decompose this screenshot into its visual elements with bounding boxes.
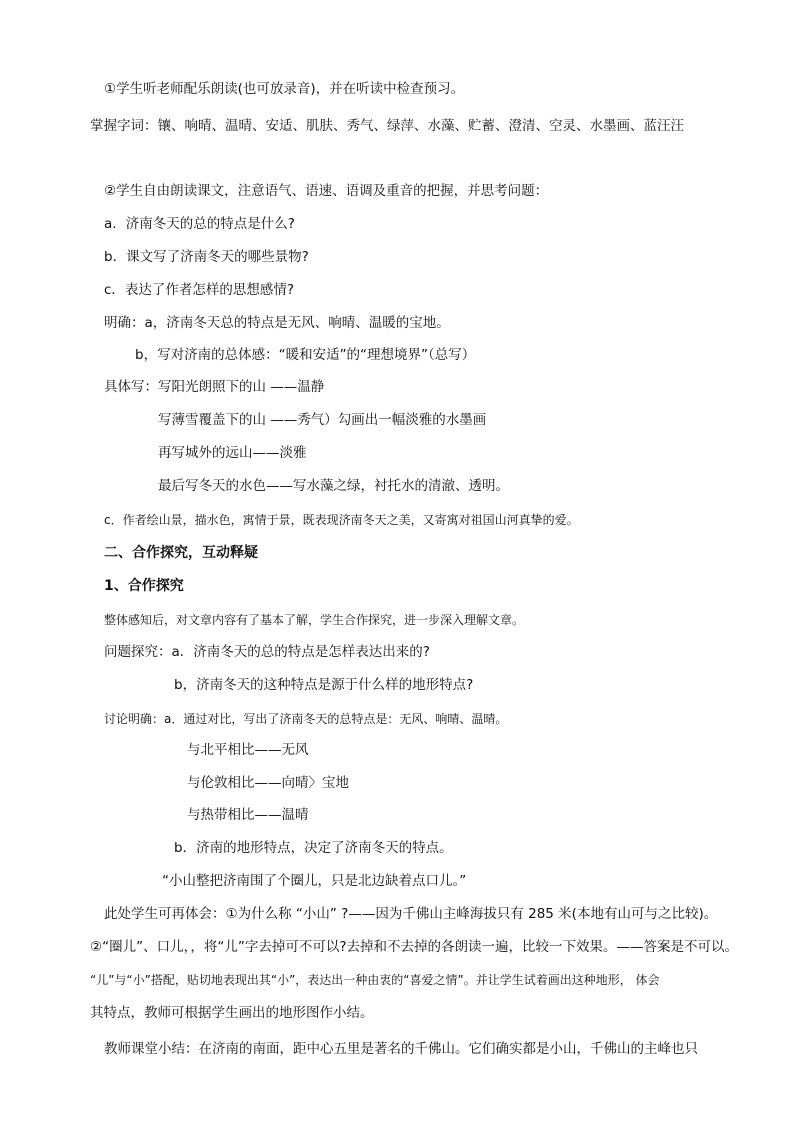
para-vocabulary: 掌握字词：镶、响晴、温晴、安适、肌肤、秀气、绿萍、水藻、贮蓄、澄清、空灵、水墨画、蓝汪汪 <box>90 118 684 134</box>
specific-writing-1: 具体写：写阳光朗照下的山 ——温静 <box>104 379 325 395</box>
inquiry-a: 问题探究：a．济南冬天的总的特点是怎样表达出来的? <box>104 644 430 660</box>
question-b: b．课文写了济南冬天的哪些景物? <box>104 249 309 265</box>
para-reflect-2: ②“圈儿”、口儿，，将“儿”字去掉可不可以?去掉和不去掉的各朗读一遍，比较一下效果。——答案是不可以。 <box>90 939 738 955</box>
compare-london: 与伦敦相比——向晴〉宝地 <box>187 775 349 791</box>
para-reflect-1: 此处学生可再体会：①为什么称 “小山” ?——因为千佛山主峰海拔只有 285 米(本地有山可与之比较)。 <box>104 906 718 922</box>
question-c: c．表达了作者怎样的思想感情? <box>104 282 295 298</box>
question-a: a．济南冬天的总的特点是什么? <box>104 216 295 232</box>
para-free-read: ②学生自由朗读课文，注意语气、语速、语调及重音的把握，并思考问题： <box>104 183 549 199</box>
specific-writing-4: 最后写冬天的水色——写水藻之绿，衬托水的清澈、透明。 <box>158 478 509 494</box>
subsection-heading-1: 1、合作探究 <box>104 578 184 594</box>
answer-a: 明确：a，济南冬天总的特点是无风、响晴、温暖的宝地。 <box>104 315 450 331</box>
answer-b: b，写对济南的总体感：“暖和安适”的“理想境界”（总写） <box>135 347 476 363</box>
para-reflect-4: 其特点，教师可根据学生画出的地形图作小结。 <box>90 1005 374 1021</box>
para-reflect-3: “儿”与“小”搭配，贴切地表现出其“小”，表达出一种由衷的“喜爱之情”。并让学生试着画出这种地形， 体会 <box>90 973 660 987</box>
compare-tropics: 与热带相比——温晴 <box>187 807 309 823</box>
para-overall: 整体感知后，对文章内容有了基本了解，学生合作探究，进一步深入理解文章。 <box>104 613 525 627</box>
specific-writing-2: 写薄雪覆盖下的山 ——秀气）勾画出一幅淡雅的水墨画 <box>158 412 487 428</box>
discussion-b: b．济南的地形特点，决定了济南冬天的特点。 <box>174 840 453 856</box>
compare-beiping: 与北平相比——无风 <box>187 742 309 758</box>
para-summary: 教师课堂小结：在济南的南面，距中心五里是著名的千佛山。它们确实都是小山，千佛山的主峰也只 <box>104 1041 698 1057</box>
inquiry-b: b，济南冬天的这种特点是源于什么样的地形特点? <box>174 677 474 693</box>
discussion-a: 讨论明确：a．通过对比，写出了济南冬天的总特点是：无风、响晴、温晴。 <box>104 712 508 726</box>
quote-small-hills: “小山整把济南围了个圈儿，只是北边缺着点口儿。” <box>162 873 467 889</box>
para-listen-read: ①学生听老师配乐朗读(也可放录音)，并在听读中检查预习。 <box>104 81 465 97</box>
answer-c: c．作者绘山景，描水色，寓情于景，既表现济南冬天之美，又寄寓对祖国山河真挚的爱。 <box>104 513 579 527</box>
section-heading-2: 二、合作探究，互动释疑 <box>104 545 258 561</box>
specific-writing-3: 再写城外的远山——淡雅 <box>158 445 307 461</box>
